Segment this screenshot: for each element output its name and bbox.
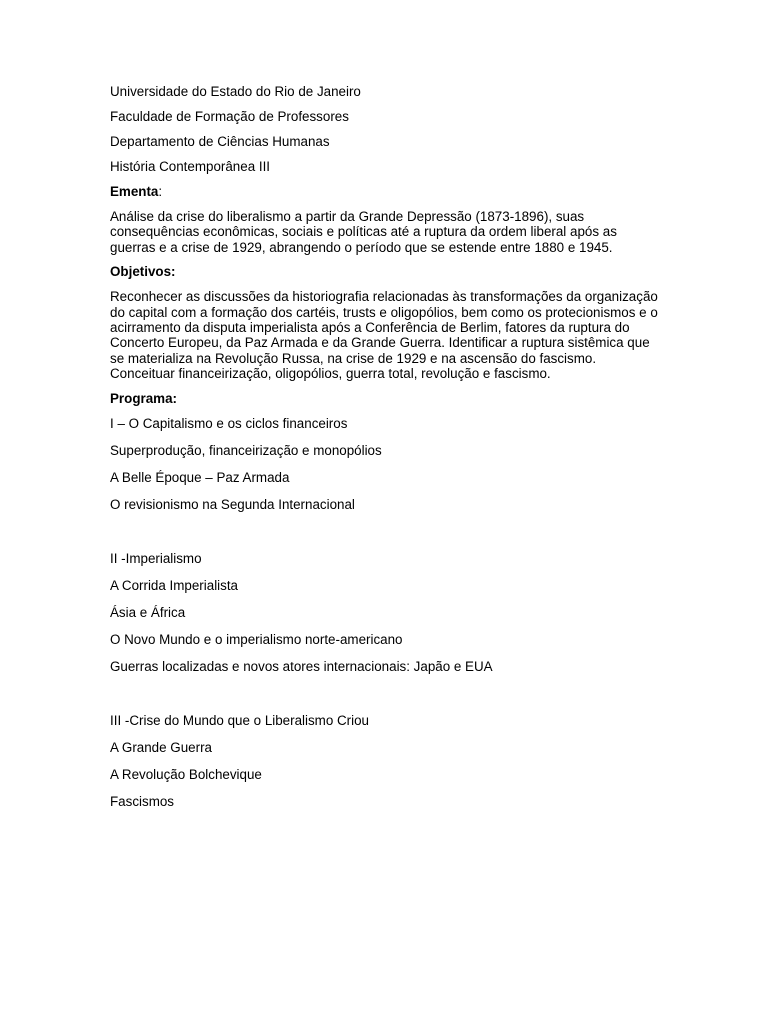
ementa-label: Ementa [110,184,159,199]
university-name: Universidade do Estado do Rio de Janeiro [110,84,361,99]
ementa-text: Análise da crise do liberalismo a partir da Grande Depressão (1873-1896), suas consequências econômicas, sociais e políticas até a ruptura da ordem liberal após as guerras e a crise de 1929, abrangendo o período que se estende entre 1880 e 1945. [110,209,617,255]
objetivos-text: Reconhecer as discussões da historiografia relacionadas às transformações da organização do capital com a formação dos cartéis, trusts e oligopólios, bem como os protecionismos e o acirramento da disputa imperialista após a Conferência de Berlim, fatores da ruptura do Concerto Europeu, da Paz Armada e da Grande Guerra. Identificar a ruptura sistêmica que se materializa na Revolução Russa, na crise de 1929 e na ascensão do fascismo. Conceituar financeirização, oligopólios, guerra total, revolução e fascismo. [110,289,658,382]
program-item: Guerras localizadas e novos atores internacionais: Japão e EUA [110,658,493,674]
department-name: Departamento de Ciências Humanas [110,134,330,149]
programa-heading: Programa: [110,390,177,406]
program-section-title: II -Imperialismo [110,550,202,566]
faculty-name: Faculdade de Formação de Professores [110,109,349,124]
program-item: O revisionismo na Segunda Internacional [110,496,355,512]
objetivos-heading: Objetivos: [110,264,176,280]
program-item: A Revolução Bolchevique [110,766,262,782]
ementa-colon: : [158,184,163,199]
program-section-title: I – O Capitalismo e os ciclos financeiros [110,415,348,431]
program-item: A Belle Époque – Paz Armada [110,469,290,485]
program-item: O Novo Mundo e o imperialismo norte-americano [110,631,403,647]
program-section-title: III -Crise do Mundo que o Liberalismo Criou [110,712,370,728]
ementa-heading [110,184,658,200]
program-item: A Corrida Imperialista [110,577,239,593]
program-item: Fascismos [110,793,174,809]
program-item: Ásia e África [110,604,186,620]
syllabus-document [110,84,658,810]
program-item: Superprodução, financeirização e monopólios [110,442,382,458]
program-item: A Grande Guerra [110,739,212,755]
course-title: História Contemporânea III [110,159,271,174]
